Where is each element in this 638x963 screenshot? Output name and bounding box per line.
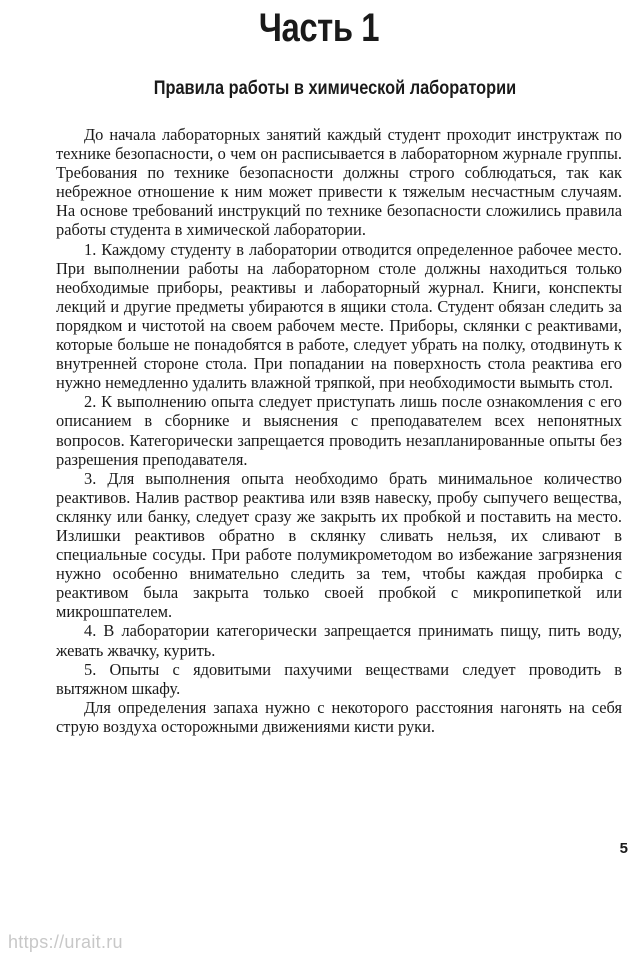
paragraph-smell-note: Для определения запаха нужно с некоторого расстояния нагонять на себя струю воздуха осторожными движениями кисти руки. xyxy=(56,697,622,736)
paragraph-rule-3: 3. Для выполнения опыта необходимо брать минимальное количество реактивов. Налив раствор реактива или взяв навеску, пробу сыпучего вещества, склянку или банку, следует сразу же закрыть их пробкой и поставить на место. Излишки реактивов обратно в склянку сливать нельзя, их сливают в специальные сосуды. При работе полумикрометодом во избежание загрязнения нужно особенно внимательно следить за тем, чтобы каждая пробирка с реактивом была закрыта только своей пробкой с микропипеткой или микрошпателем. xyxy=(56,468,622,622)
page-number: 5 xyxy=(619,840,628,857)
part-title: Часть 1 xyxy=(258,6,380,50)
section-title: Правила работы в химической лаборатории xyxy=(153,78,517,99)
paragraph-intro: До начала лабораторных занятий каждый студент проходит инструктаж по технике безопасности, о чем он расписывается в лабораторном журнале группы. Требования по технике безопасности должны строго соблюдаться, так как небрежное отношение к ним может привести к тяжелым несчастным случаям. На основе требований инструкций по технике безопасности сложились правила работы студента в химической лаборатории. xyxy=(56,125,622,240)
paragraph-rule-5: 5. Опыты с ядовитыми пахучими веществами следует проводить в вытяжном шкафу. xyxy=(56,659,622,698)
body-text xyxy=(56,125,622,736)
paragraph-rule-4: 4. В лаборатории категорически запрещается принимать пищу, пить воду, жевать жвачку, курить. xyxy=(56,621,622,660)
watermark-url: https://urait.ru xyxy=(8,932,123,952)
paragraph-rule-1: 1. Каждому студенту в лаборатории отводится определенное рабочее место. При выполнении работы на лабораторном столе должны находиться только необходимые приборы, реактивы и лабораторный журнал. Книги, конспекты лекций и другие предметы убираются в ящики стола. Студент обязан следить за порядком и чистотой на своем рабочем месте. Приборы, склянки с реактивами, которые больше не понадобятся в работе, следует убрать на полку, отодвинуть к внутренней стороне стола. При попадании на поверхность стола реактива его нужно немедленно удалить влажной тряпкой, при необходимости вымыть стол. xyxy=(56,239,622,393)
paragraph-rule-2: 2. К выполнению опыта следует приступать лишь после ознакомления с его описанием в сборнике и выяснения с преподавателем всех непонятных вопросов. Категорически запрещается проводить незапланированные опыты без разрешения преподавателя. xyxy=(56,392,622,469)
